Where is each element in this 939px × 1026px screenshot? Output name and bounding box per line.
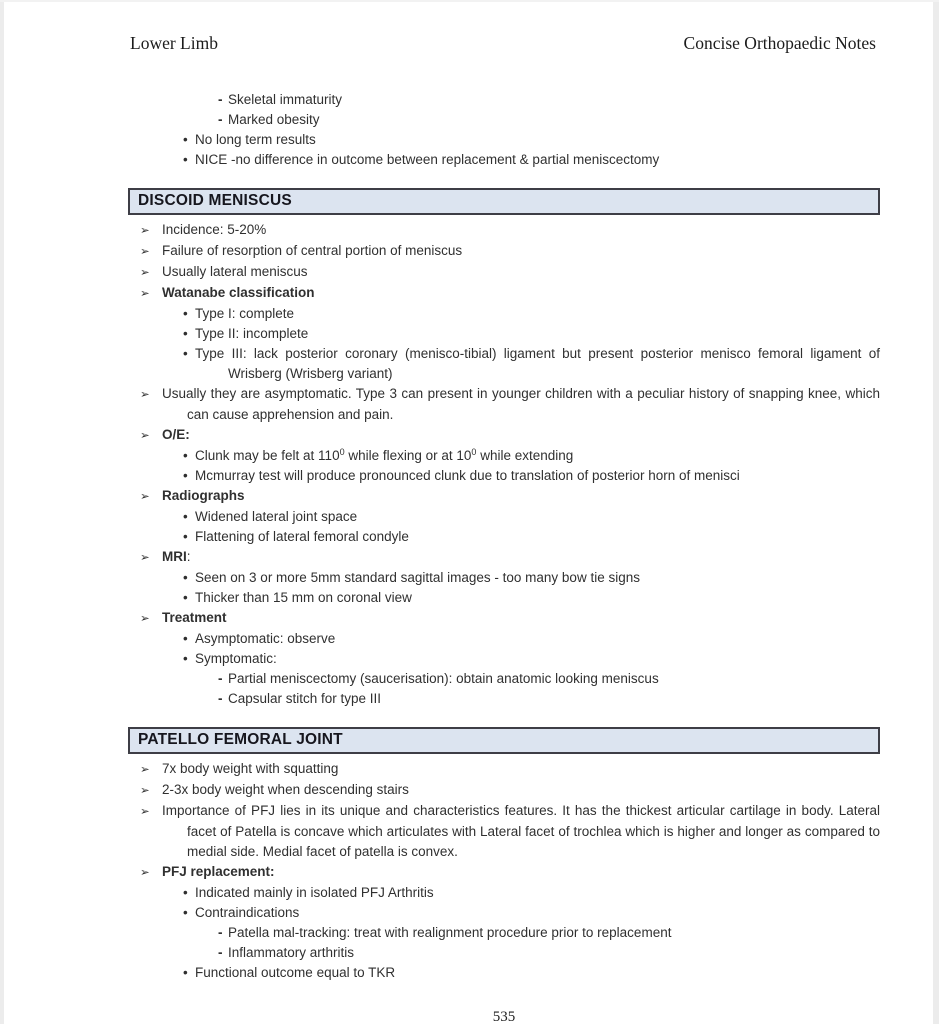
dot-bullet-icon: • — [183, 326, 188, 341]
list-item-text: Flattening of lateral femoral condyle — [195, 529, 409, 544]
page-header — [0, 0, 939, 54]
list-item-text: Widened lateral joint space — [195, 509, 358, 524]
list-item-text: Importance of PFJ lies in its unique and characteristics features. It has the thickest articular cartilage in body. Lateral facet of Patella is concave which articulates with Lateral facet of trochlea which is higher and longer as compared to medial side. Medial facet of patella is convex. — [162, 803, 880, 859]
superscript-degree: 0 — [471, 447, 477, 457]
dot-bullet-icon: • — [183, 570, 188, 585]
list-item-text: Type I: complete — [195, 306, 295, 321]
list-item — [128, 923, 880, 943]
list-item — [128, 689, 880, 709]
dot-bullet-icon: • — [183, 885, 188, 900]
list-item-text: NICE -no difference in outcome between replacement & partial meniscectomy — [195, 152, 660, 167]
list-item-text: Clunk may be felt at 110 — [195, 448, 340, 463]
page-footer — [128, 1009, 880, 1026]
list-item — [128, 568, 880, 588]
header-chapter-title: Lower Limb — [130, 33, 218, 53]
list-item — [128, 963, 880, 983]
dot-bullet-icon: • — [183, 346, 188, 361]
dot-bullet-icon: • — [183, 132, 188, 147]
list-item — [128, 466, 880, 486]
list-item-text: Thicker than 15 mm on coronal view — [195, 590, 412, 605]
list-item-text: Usually lateral meniscus — [162, 264, 308, 279]
arrow-bullet-icon: ➢ — [140, 225, 150, 237]
section-discoid-meniscus-list — [128, 220, 880, 709]
section-patello-femoral-joint-list — [128, 759, 880, 983]
list-item-text: while flexing or at 10 — [344, 448, 472, 463]
page-edge-top — [0, 0, 939, 2]
list-item-text: Mcmurray test will produce pronounced clunk due to translation of posterior horn of menisci — [195, 468, 740, 483]
list-item — [128, 344, 880, 384]
list-item-text: Incidence: 5-20% — [162, 222, 267, 237]
list-item — [128, 384, 880, 425]
page-edge-left — [0, 0, 4, 1024]
list-item — [128, 588, 880, 608]
list-item-text: Usually they are asymptomatic. Type 3 can present in younger children with a peculiar history of snapping knee, which can cause apprehension and pain. — [162, 386, 880, 422]
dot-bullet-icon: • — [183, 631, 188, 646]
list-item-text: Type III: lack posterior coronary (menisco-tibial) ligament but present posterior menisco femoral ligament of Wrisberg (Wrisberg variant) — [195, 346, 880, 381]
list-item-text: MRI — [162, 549, 187, 564]
list-item — [128, 547, 880, 568]
section-header-patello-femoral-joint: PATELLO FEMORAL JOINT — [128, 727, 880, 754]
list-item-text: Seen on 3 or more 5mm standard sagittal images - too many bow tie signs — [195, 570, 640, 585]
list-item-text: Type II: incomplete — [195, 326, 309, 341]
list-item-suffix: : — [186, 549, 191, 564]
arrow-bullet-icon: ➢ — [140, 785, 150, 797]
list-item-text: Contraindications — [195, 905, 300, 920]
dot-bullet-icon: • — [183, 152, 188, 167]
list-item-text: Patella mal-tracking: treat with realignment procedure prior to replacement — [228, 925, 672, 940]
list-item — [128, 220, 880, 241]
list-item — [128, 943, 880, 963]
arrow-bullet-icon: ➢ — [140, 389, 150, 401]
arrow-bullet-icon: ➢ — [140, 288, 150, 300]
list-item-text: Functional outcome equal to TKR — [195, 965, 396, 980]
arrow-bullet-icon: ➢ — [140, 613, 150, 625]
list-item-text: Treatment — [162, 610, 227, 625]
dot-bullet-icon: • — [183, 468, 188, 483]
list-item — [128, 649, 880, 669]
page-content — [128, 90, 880, 1026]
list-item-text: Radiographs — [162, 488, 245, 503]
dot-bullet-icon: • — [183, 306, 188, 321]
list-item-text: Inflammatory arthritis — [228, 945, 355, 960]
dot-bullet-icon: • — [183, 448, 188, 463]
page-edge-right — [933, 0, 939, 1024]
dash-bullet-icon: - — [218, 691, 223, 706]
arrow-bullet-icon: ➢ — [140, 246, 150, 258]
arrow-bullet-icon: ➢ — [140, 806, 150, 818]
list-item — [128, 241, 880, 262]
arrow-bullet-icon: ➢ — [140, 267, 150, 279]
section-header-discoid-meniscus: DISCOID MENISCUS — [128, 188, 880, 215]
list-item-text: while extending — [476, 448, 574, 463]
dot-bullet-icon: • — [183, 590, 188, 605]
list-item-text: Watanabe classification — [162, 285, 315, 300]
list-item — [128, 110, 880, 130]
list-item — [128, 486, 880, 507]
list-item-text: Skeletal immaturity — [228, 92, 343, 107]
list-item — [128, 425, 880, 446]
list-item-text: Indicated mainly in isolated PFJ Arthritis — [195, 885, 434, 900]
list-item — [128, 801, 880, 862]
list-item — [128, 780, 880, 801]
list-item — [128, 759, 880, 780]
header-book-title: Concise Orthopaedic Notes — [683, 33, 876, 53]
list-item — [128, 283, 880, 304]
dot-bullet-icon: • — [183, 651, 188, 666]
dash-bullet-icon: - — [218, 112, 223, 127]
dash-bullet-icon: - — [218, 92, 223, 107]
list-item — [128, 608, 880, 629]
list-item — [128, 150, 880, 170]
dot-bullet-icon: • — [183, 529, 188, 544]
intro-list — [128, 90, 880, 170]
dot-bullet-icon: • — [183, 509, 188, 524]
list-item-text: Asymptomatic: observe — [195, 631, 336, 646]
dash-bullet-icon: - — [218, 925, 223, 940]
list-item-text: Capsular stitch for type III — [228, 691, 382, 706]
list-item — [128, 304, 880, 324]
list-item-text: Partial meniscectomy (saucerisation): obtain anatomic looking meniscus — [228, 671, 659, 686]
dot-bullet-icon: • — [183, 905, 188, 920]
arrow-bullet-icon: ➢ — [140, 491, 150, 503]
list-item-text: 7x body weight with squatting — [162, 761, 339, 776]
list-item — [128, 324, 880, 344]
dash-bullet-icon: - — [218, 945, 223, 960]
list-item — [128, 883, 880, 903]
list-item-text: Symptomatic: — [195, 651, 277, 666]
list-item — [128, 629, 880, 649]
list-item-text: 2-3x body weight when descending stairs — [162, 782, 409, 797]
list-item — [128, 527, 880, 547]
list-item-text: Failure of resorption of central portion of meniscus — [162, 243, 463, 258]
list-item — [128, 446, 880, 466]
page-number: 535 — [492, 1009, 516, 1025]
list-item — [128, 862, 880, 883]
list-item — [128, 90, 880, 110]
list-item-text: PFJ replacement: — [162, 864, 275, 879]
list-item — [128, 262, 880, 283]
dot-bullet-icon: • — [183, 965, 188, 980]
arrow-bullet-icon: ➢ — [140, 867, 150, 879]
list-item-text: No long term results — [195, 132, 316, 147]
list-item-text: Marked obesity — [228, 112, 320, 127]
arrow-bullet-icon: ➢ — [140, 552, 150, 564]
arrow-bullet-icon: ➢ — [140, 764, 150, 776]
dash-bullet-icon: - — [218, 671, 223, 686]
list-item — [128, 507, 880, 527]
list-item-text: O/E: — [162, 427, 190, 442]
list-item — [128, 130, 880, 150]
arrow-bullet-icon: ➢ — [140, 430, 150, 442]
superscript-degree: 0 — [339, 447, 345, 457]
list-item — [128, 903, 880, 923]
list-item — [128, 669, 880, 689]
